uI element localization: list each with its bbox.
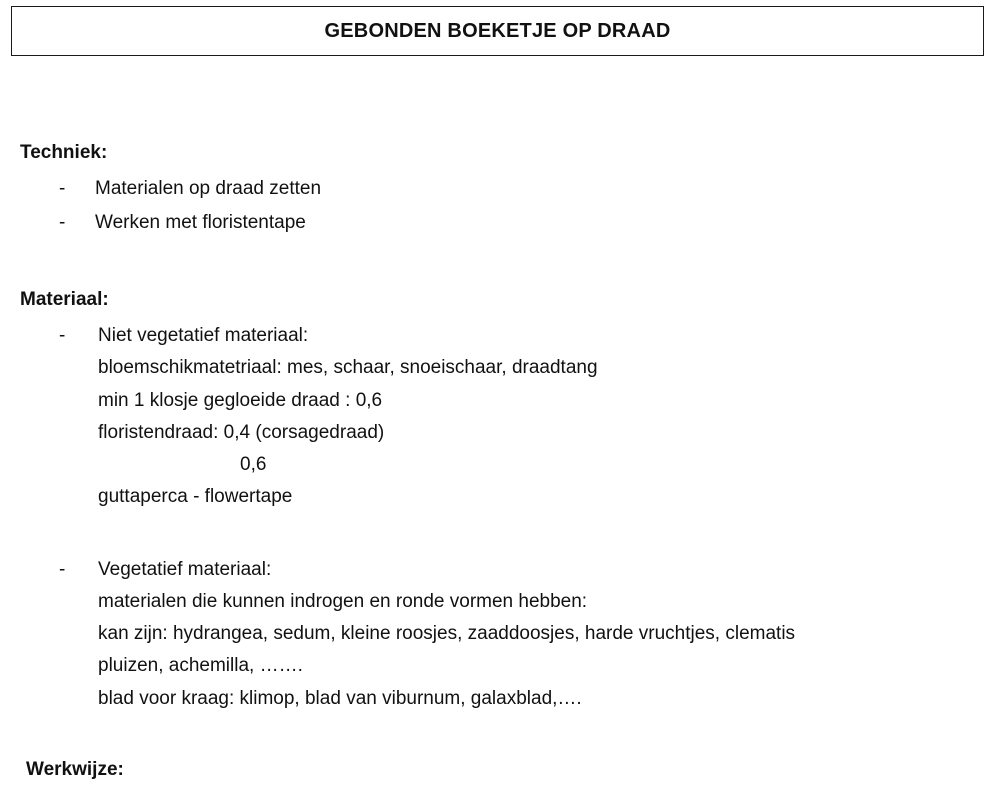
niet-vegetatief-line: guttaperca - flowertape — [98, 486, 293, 507]
bullet-dash: - — [59, 178, 66, 199]
vegetatief-line: blad voor kraag: klimop, blad van viburnum, galaxblad,…. — [98, 688, 582, 709]
materiaal-heading: Materiaal: — [20, 289, 109, 310]
vegetatief-label: Vegetatief materiaal: — [98, 559, 272, 580]
page-title: GEBONDEN BOEKETJE OP DRAAD — [324, 19, 671, 42]
techniek-item: Werken met floristentape — [95, 212, 306, 233]
niet-vegetatief-label: Niet vegetatief materiaal: — [98, 325, 309, 346]
title-box — [11, 6, 984, 56]
niet-vegetatief-line: 0,6 — [240, 454, 267, 475]
techniek-heading: Techniek: — [20, 142, 108, 163]
vegetatief-line: materialen die kunnen indrogen en ronde vormen hebben: — [98, 591, 588, 612]
bullet-dash: - — [59, 325, 66, 346]
niet-vegetatief-line: min 1 klosje gegloeide draad : 0,6 — [98, 390, 383, 411]
niet-vegetatief-line: floristendraad: 0,4 (corsagedraad) — [98, 422, 385, 443]
techniek-item: Materialen op draad zetten — [95, 178, 322, 199]
niet-vegetatief-line: bloemschikmatetriaal: mes, schaar, snoeischaar, draadtang — [98, 357, 598, 378]
werkwijze-heading: Werkwijze: — [26, 759, 124, 780]
bullet-dash: - — [59, 559, 66, 580]
vegetatief-line: kan zijn: hydrangea, sedum, kleine roosjes, zaaddoosjes, harde vruchtjes, clematis — [98, 623, 796, 644]
bullet-dash: - — [59, 212, 66, 233]
vegetatief-line: pluizen, achemilla, ……. — [98, 655, 303, 676]
